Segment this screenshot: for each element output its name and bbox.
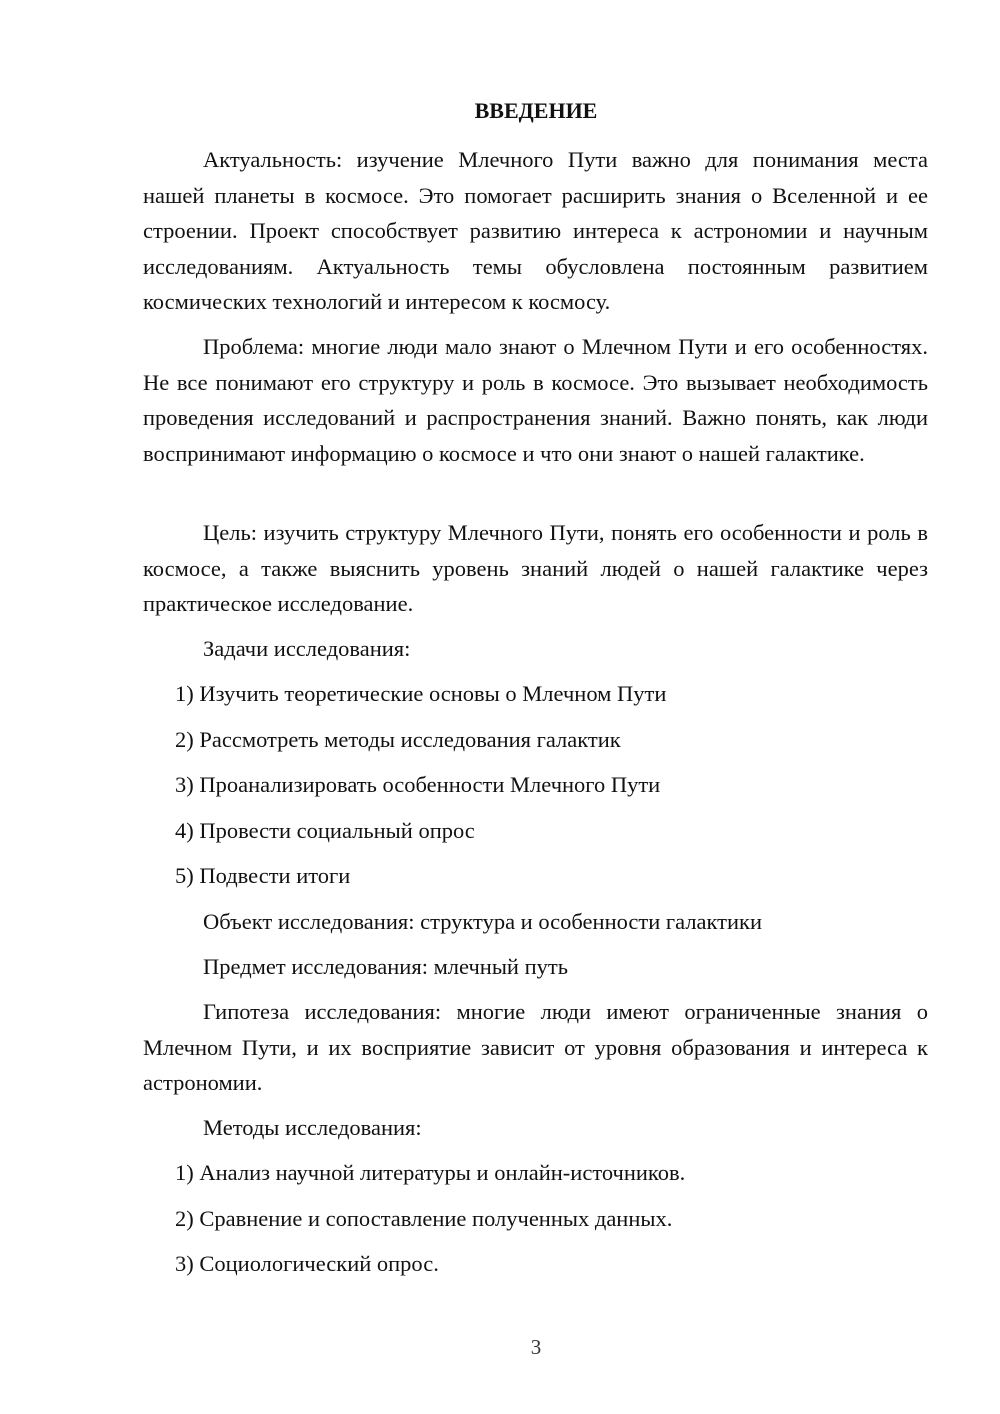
method-item: 3) Социологический опрос. [175,1251,439,1276]
task-item: 4) Провести социальный опрос [175,818,475,843]
task-item: 1) Изучить теоретические основы о Млечном Пути [175,681,667,706]
goal-paragraph: Цель: изучить структуру Млечного Пути, понять его особенности и роль в космосе, а также выяснить уровень знаний людей о нашей галактике через практическое исследование. [143,520,928,616]
task-item: 5) Подвести итоги [175,863,351,888]
method-item: 2) Сравнение и сопоставление полученных данных. [175,1206,673,1231]
research-object: Объект исследования: структура и особенности галактики [203,909,763,934]
problem-paragraph: Проблема: многие люди мало знают о Млечном Пути и его особенностях. Не все понимают его структуру и роль в космосе. Это вызывает необходимость проведения исследований и распространения знаний. Важно понять, как люди воспринимают информацию о космосе и что они знают о нашей галактике. [143,334,928,466]
method-item: 1) Анализ научной литературы и онлайн-источников. [175,1160,686,1185]
section-heading: ВВЕДЕНИЕ [474,98,598,123]
relevance-paragraph: Актуальность: изучение Млечного Пути важно для понимания места нашей планеты в космосе. Это помогает расширить знания о Вселенной и ее строении. Проект способствует развитию интереса к астрономии и научным исследованиям. Актуальность темы обусловлена постоянным развитием космических технологий и интересом к космосу. [143,147,928,314]
research-subject: Предмет исследования: млечный путь [203,954,568,979]
task-item: 2) Рассмотреть методы исследования галактик [175,727,621,752]
task-item: 3) Проанализировать особенности Млечного Пути [175,772,661,797]
page-number: 3 [530,1335,542,1359]
hypothesis-paragraph: Гипотеза исследования: многие люди имеют ограниченные знания о Млечном Пути, и их восприятие зависит от уровня образования и интереса к астрономии. [143,999,928,1095]
tasks-title: Задачи исследования: [203,636,411,661]
methods-title: Методы исследования: [203,1115,422,1140]
